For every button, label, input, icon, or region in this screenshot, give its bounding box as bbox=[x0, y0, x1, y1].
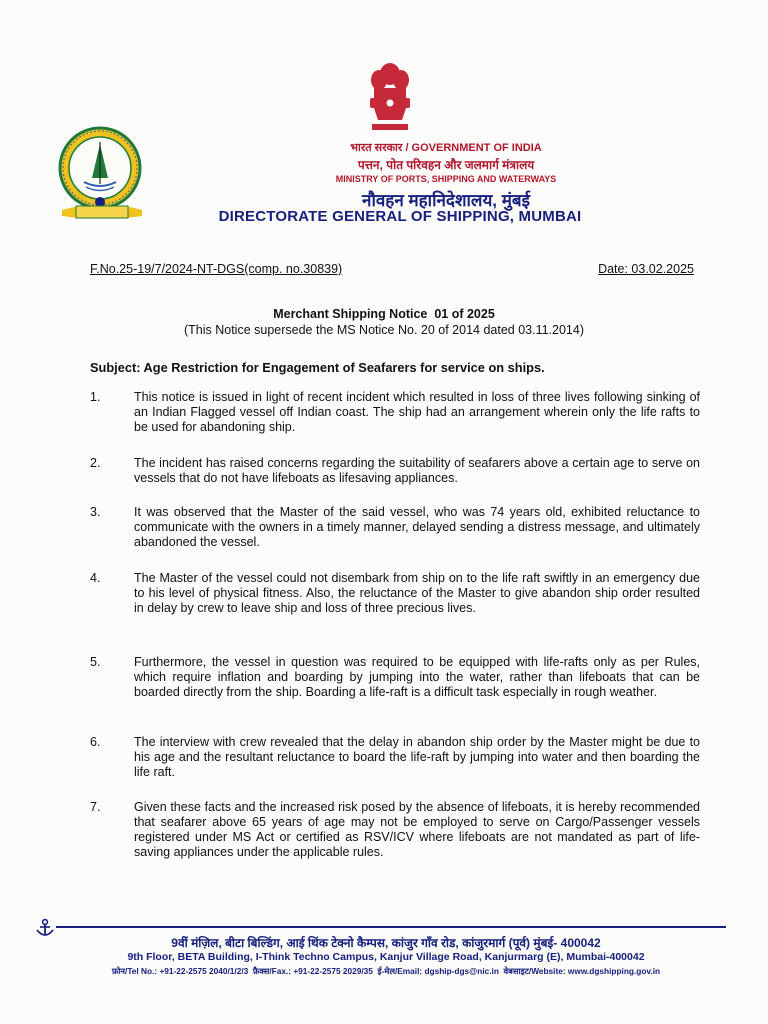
paragraph-number: 1. bbox=[90, 390, 101, 404]
paragraph-text: Given these facts and the increased risk posed by the absence of lifeboats, it is hereby recommended that seafarer above 65 years of age may not be employed to serve on Cargo/Passenger vessels registered under MS Act or certified as RSV/ICV where lifeboats are not mandated as part of life-saving appliances under the applicable rules. bbox=[134, 800, 700, 859]
footer-address-hindi: 9वीं मंज़िल, बीटा बिल्डिंग, आई थिंक टेक्नो कैम्पस, कांजुर गाँव रोड, कांजुरमार्ग (पूर्व) मुंबई- 400042 bbox=[171, 936, 601, 950]
paragraph-text: The Master of the vessel could not disembark from ship on to the life raft swiftly in an emergency due to his level of physical fitness. Also, the reluctance of the Master to give abandon ship order resulted in delay by crew to leave ship and loss of three precious lives. bbox=[134, 571, 700, 615]
header-directorate: DIRECTORATE GENERAL OF SHIPPING, MUMBAI bbox=[218, 208, 582, 225]
notice-date: Date: 03.02.2025 bbox=[598, 262, 694, 276]
paragraph-text: Furthermore, the vessel in question was required to be equipped with life-rafts only as per Rules, which require inflation and boarding by jumping into the water, rather than lifeboats that can be boarded directly from the ship. Boarding a life-raft is a difficult task especially in rough weather. bbox=[134, 655, 700, 699]
paragraph-number: 4. bbox=[90, 571, 101, 585]
notice-title: Merchant Shipping Notice 01 of 2025 bbox=[273, 307, 495, 321]
footer-address: 9th Floor, BETA Building, I-Think Techno Campus, Kanjur Village Road, Kanjurmarg (E), Mumbai-400042 bbox=[127, 951, 645, 963]
file-number: F.No.25-19/7/2024-NT-DGS(comp. no.30839) bbox=[90, 262, 343, 276]
header-ministry-hindi: पत्तन, पोत परिवहन और जलमार्ग मंत्रालय bbox=[357, 158, 535, 172]
paragraph-number: 7. bbox=[90, 800, 101, 814]
footer-contact: फ़ोन/Tel No.: +91-22-2575 2040/1/2/3 फ़ैक्स/Fax.: +91-22-2575 2029/35 ई-मेल/Email: dgship-dgs@nic.in वेबसाइट/Website: www.dgshipping.gov.in bbox=[111, 966, 661, 976]
header-government: भारत सरकार / GOVERNMENT OF INDIA bbox=[350, 142, 542, 154]
notice-supersede: (This Notice supersede the MS Notice No. 20 of 2014 dated 03.11.2014) bbox=[183, 323, 584, 337]
paragraph-number: 3. bbox=[90, 505, 101, 519]
paragraph-text: The incident has raised concerns regarding the suitability of seafarers above a certain age to serve on vessels that do not have lifeboats as lifesaving appliances. bbox=[134, 456, 700, 485]
header-directorate-hindi: नौवहन महानिदेशालय, मुंबई bbox=[362, 191, 530, 210]
header-ministry: MINISTRY OF PORTS, SHIPPING AND WATERWAYS bbox=[335, 174, 557, 184]
paragraph-text: This notice is issued in light of recent incident which resulted in loss of three lives following sinking of an Indian Flagged vessel off Indian coast. The ship had an arrangement wherein only the life rafts to be used for abandoning ship. bbox=[134, 390, 700, 434]
paragraph-text: The interview with crew revealed that the delay in abandon ship order by the Master might be due to his age and the resultant reluctance to board the life-raft by jumping into water and then boarding the life raft. bbox=[134, 735, 700, 779]
paragraph-number: 2. bbox=[90, 456, 101, 470]
paragraph-number: 6. bbox=[90, 735, 101, 749]
directorate-emblem bbox=[56, 124, 148, 226]
footer-divider bbox=[40, 926, 726, 928]
national-emblem bbox=[362, 58, 418, 138]
subject-line: Subject: Age Restriction for Engagement of Seafarers for service on ships. bbox=[90, 360, 545, 375]
paragraph-text: It was observed that the Master of the said vessel, who was 74 years old, exhibited reluctance to communicate with the owners in a timely manner, delayed sending a distress message, and ultimately abandoned the vessel. bbox=[134, 505, 700, 549]
paragraph-number: 5. bbox=[90, 655, 101, 669]
